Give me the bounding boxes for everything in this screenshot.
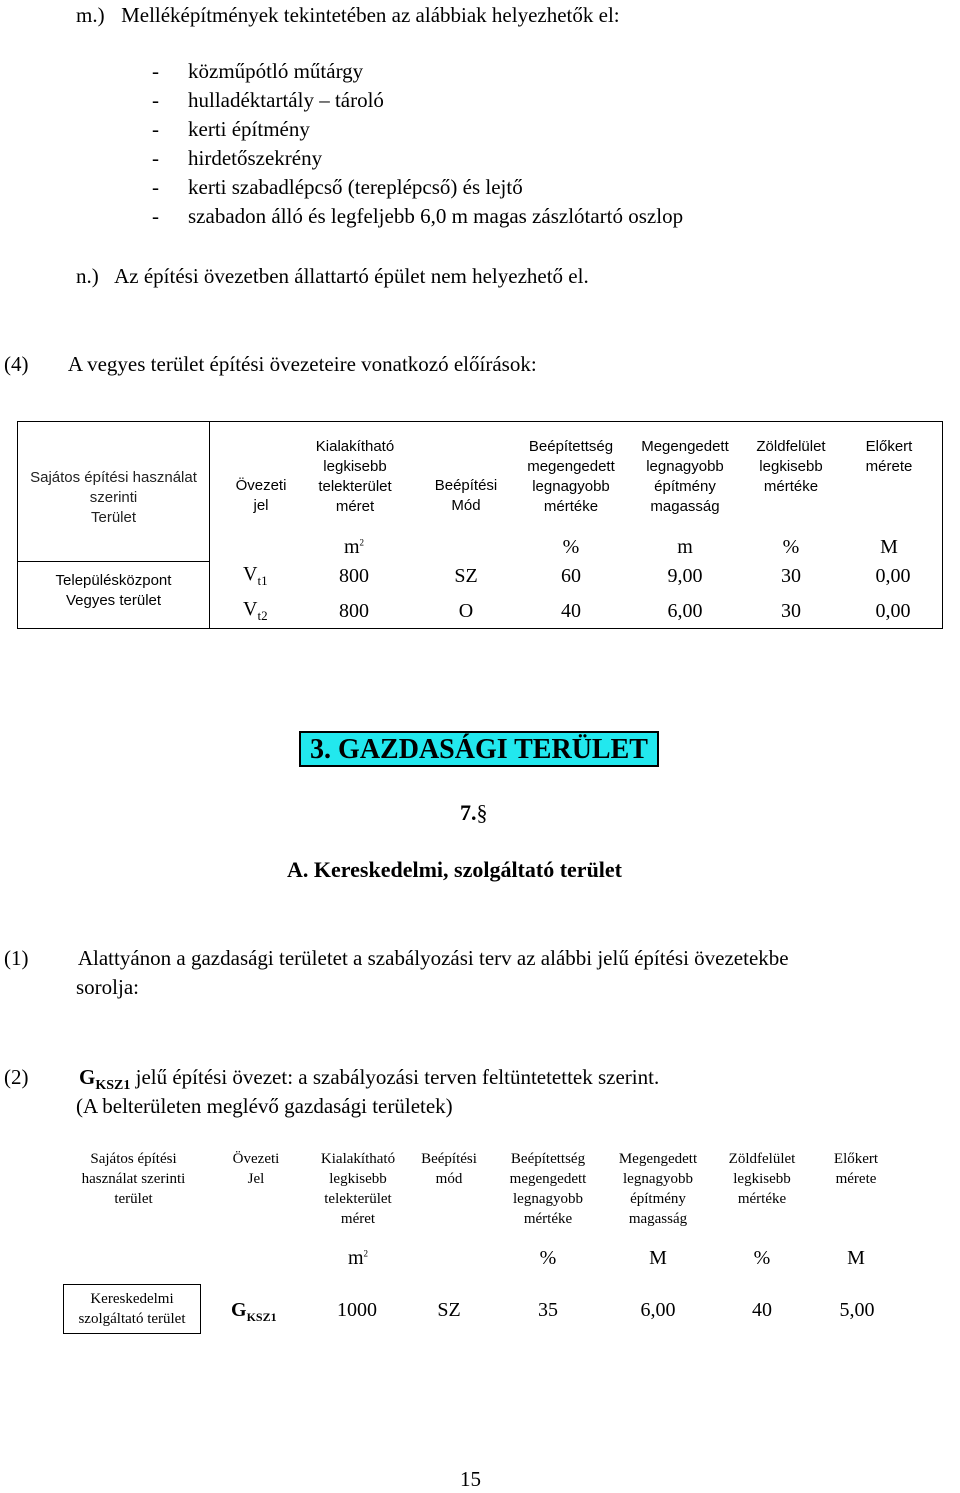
front-yard: 0,00: [875, 565, 911, 587]
front-yard: 5,00: [839, 1299, 875, 1321]
header-building-mode: Beépítési mód: [421, 1151, 477, 1187]
header-max-height: Megengedett legnagyobb építmény magasság: [641, 438, 729, 515]
max-height: 9,00: [667, 565, 703, 587]
list-item: - hirdetőszekrény: [152, 146, 323, 170]
header-land-use: Sajátos építési használat szerinti terület: [81, 1151, 186, 1207]
list-item: - kerti építmény: [152, 117, 310, 141]
para-4: [4, 352, 537, 377]
zone-code: $V_{t2}$: [243, 598, 268, 623]
unit-percent: %: [562, 536, 580, 558]
para-2: (2) $G_{KSZ1}$ jelű építési övezet: a szabályozási terven feltüntetettek szerint.: [4, 1065, 660, 1094]
building-mode: SZ: [437, 1299, 461, 1321]
list-item: - kerti szabadlépcső (tereplépcső) és lejtő: [152, 175, 523, 199]
para-2-line2: (A belterületen meglévő gazdasági területek): [76, 1094, 453, 1118]
list-item: - szabadon álló és legfeljebb 6,0 m magas zászlótartó oszlop: [152, 204, 684, 228]
front-yard: 0,00: [875, 600, 911, 622]
header-max-height: Megengedett legnagyobb építmény magasság: [618, 1151, 698, 1227]
green-ratio: 30: [781, 600, 801, 622]
built-ratio: 35: [538, 1299, 558, 1321]
subsection-title: A. Kereskedelmi, szolgáltató terület: [287, 857, 623, 882]
header-land-use: Sajátos építési használat szerinti Terület: [30, 469, 197, 526]
item-n-text: Az építési övezetben állattartó épület nem helyezhető el.: [114, 264, 589, 288]
header-building-mode: Beépítési Mód: [434, 477, 498, 514]
para-1-line2: sorolja:: [76, 975, 139, 999]
section-heading: 3. GAZDASÁGI TERÜLET: [299, 731, 659, 767]
zone-code: $G_{KSZ1}$: [79, 1065, 131, 1094]
para-4-text: A vegyes terület építési övezeteire vonatkozó előírások:: [67, 352, 537, 376]
row-label: Településközpont Vegyes terület: [55, 572, 172, 609]
gazdasagi-zone-table: [56, 1149, 946, 1339]
zone-code: $G_{KSZ1}$: [231, 1299, 277, 1324]
building-mode: SZ: [454, 565, 478, 587]
item-n: [76, 264, 589, 289]
building-mode: O: [458, 600, 474, 622]
built-ratio: 60: [561, 565, 581, 587]
green-ratio: 30: [781, 565, 801, 587]
header-max-built-ratio: Beépítettség megengedett legnagyobb mértéke: [527, 438, 615, 515]
header-front-yard: Előkert mérete: [865, 438, 913, 475]
unit-percent: %: [782, 536, 800, 558]
header-min-plot-size: Kialakítható legkisebb telekterület méret: [315, 438, 395, 515]
header-max-built-ratio: Beépítettség megengedett legnagyobb mértéke: [509, 1151, 587, 1227]
vegyes-zone-table: [17, 421, 943, 629]
header-zone-code: Övezeti jel: [235, 477, 287, 514]
page-number: 15: [460, 1467, 481, 1491]
allowed-structures-list: [152, 57, 683, 231]
list-item: - közműpótló műtárgy: [152, 59, 364, 83]
unit-height: M: [649, 1247, 667, 1269]
header-front-yard: Előkert mérete: [833, 1151, 879, 1187]
min-area: 800: [339, 565, 369, 587]
max-height: 6,00: [640, 1299, 676, 1321]
row-label: Kereskedelmi szolgáltató terület: [78, 1291, 186, 1327]
max-height: 6,00: [667, 600, 703, 622]
item-m: [76, 3, 620, 28]
unit-percent: %: [539, 1247, 557, 1269]
header-min-green: Zöldfelület legkisebb mértéke: [728, 1151, 796, 1207]
unit-percent: %: [753, 1247, 771, 1269]
unit-area: $m^2$: [343, 536, 365, 558]
unit-meter: M: [847, 1247, 865, 1269]
para-4-marker: (4): [4, 352, 29, 376]
min-area: 800: [339, 600, 369, 622]
para-1-marker: (1): [4, 946, 29, 970]
min-area: 1000: [337, 1299, 377, 1321]
header-min-plot-size: Kialakítható legkisebb telekterület méret: [320, 1151, 396, 1227]
para-1-text: Alattyánon a gazdasági területet a szabályozási terv az alábbi jelű építési övezetekbe: [77, 946, 789, 970]
unit-height: m: [677, 536, 693, 558]
green-ratio: 40: [752, 1299, 772, 1321]
header-zone-code: Övezeti Jel: [232, 1151, 280, 1187]
para-2-marker: (2): [4, 1065, 29, 1089]
item-m-text: Melléképítmények tekintetében az alábbiak helyezhetők el:: [121, 3, 620, 27]
unit-meter: M: [880, 536, 898, 558]
paragraph-number: 7.§: [460, 800, 488, 825]
row-label-box: [63, 1284, 201, 1334]
header-min-green: Zöldfelület legkisebb mértéke: [756, 438, 826, 495]
item-m-marker: m.): [76, 3, 105, 27]
built-ratio: 40: [561, 600, 581, 622]
unit-area: $m^2$: [347, 1247, 369, 1269]
list-item: - hulladéktartály – tároló: [152, 88, 384, 112]
item-n-marker: n.): [76, 264, 99, 288]
zone-code: $V_{t1}$: [243, 563, 268, 588]
para-1: [4, 946, 789, 971]
